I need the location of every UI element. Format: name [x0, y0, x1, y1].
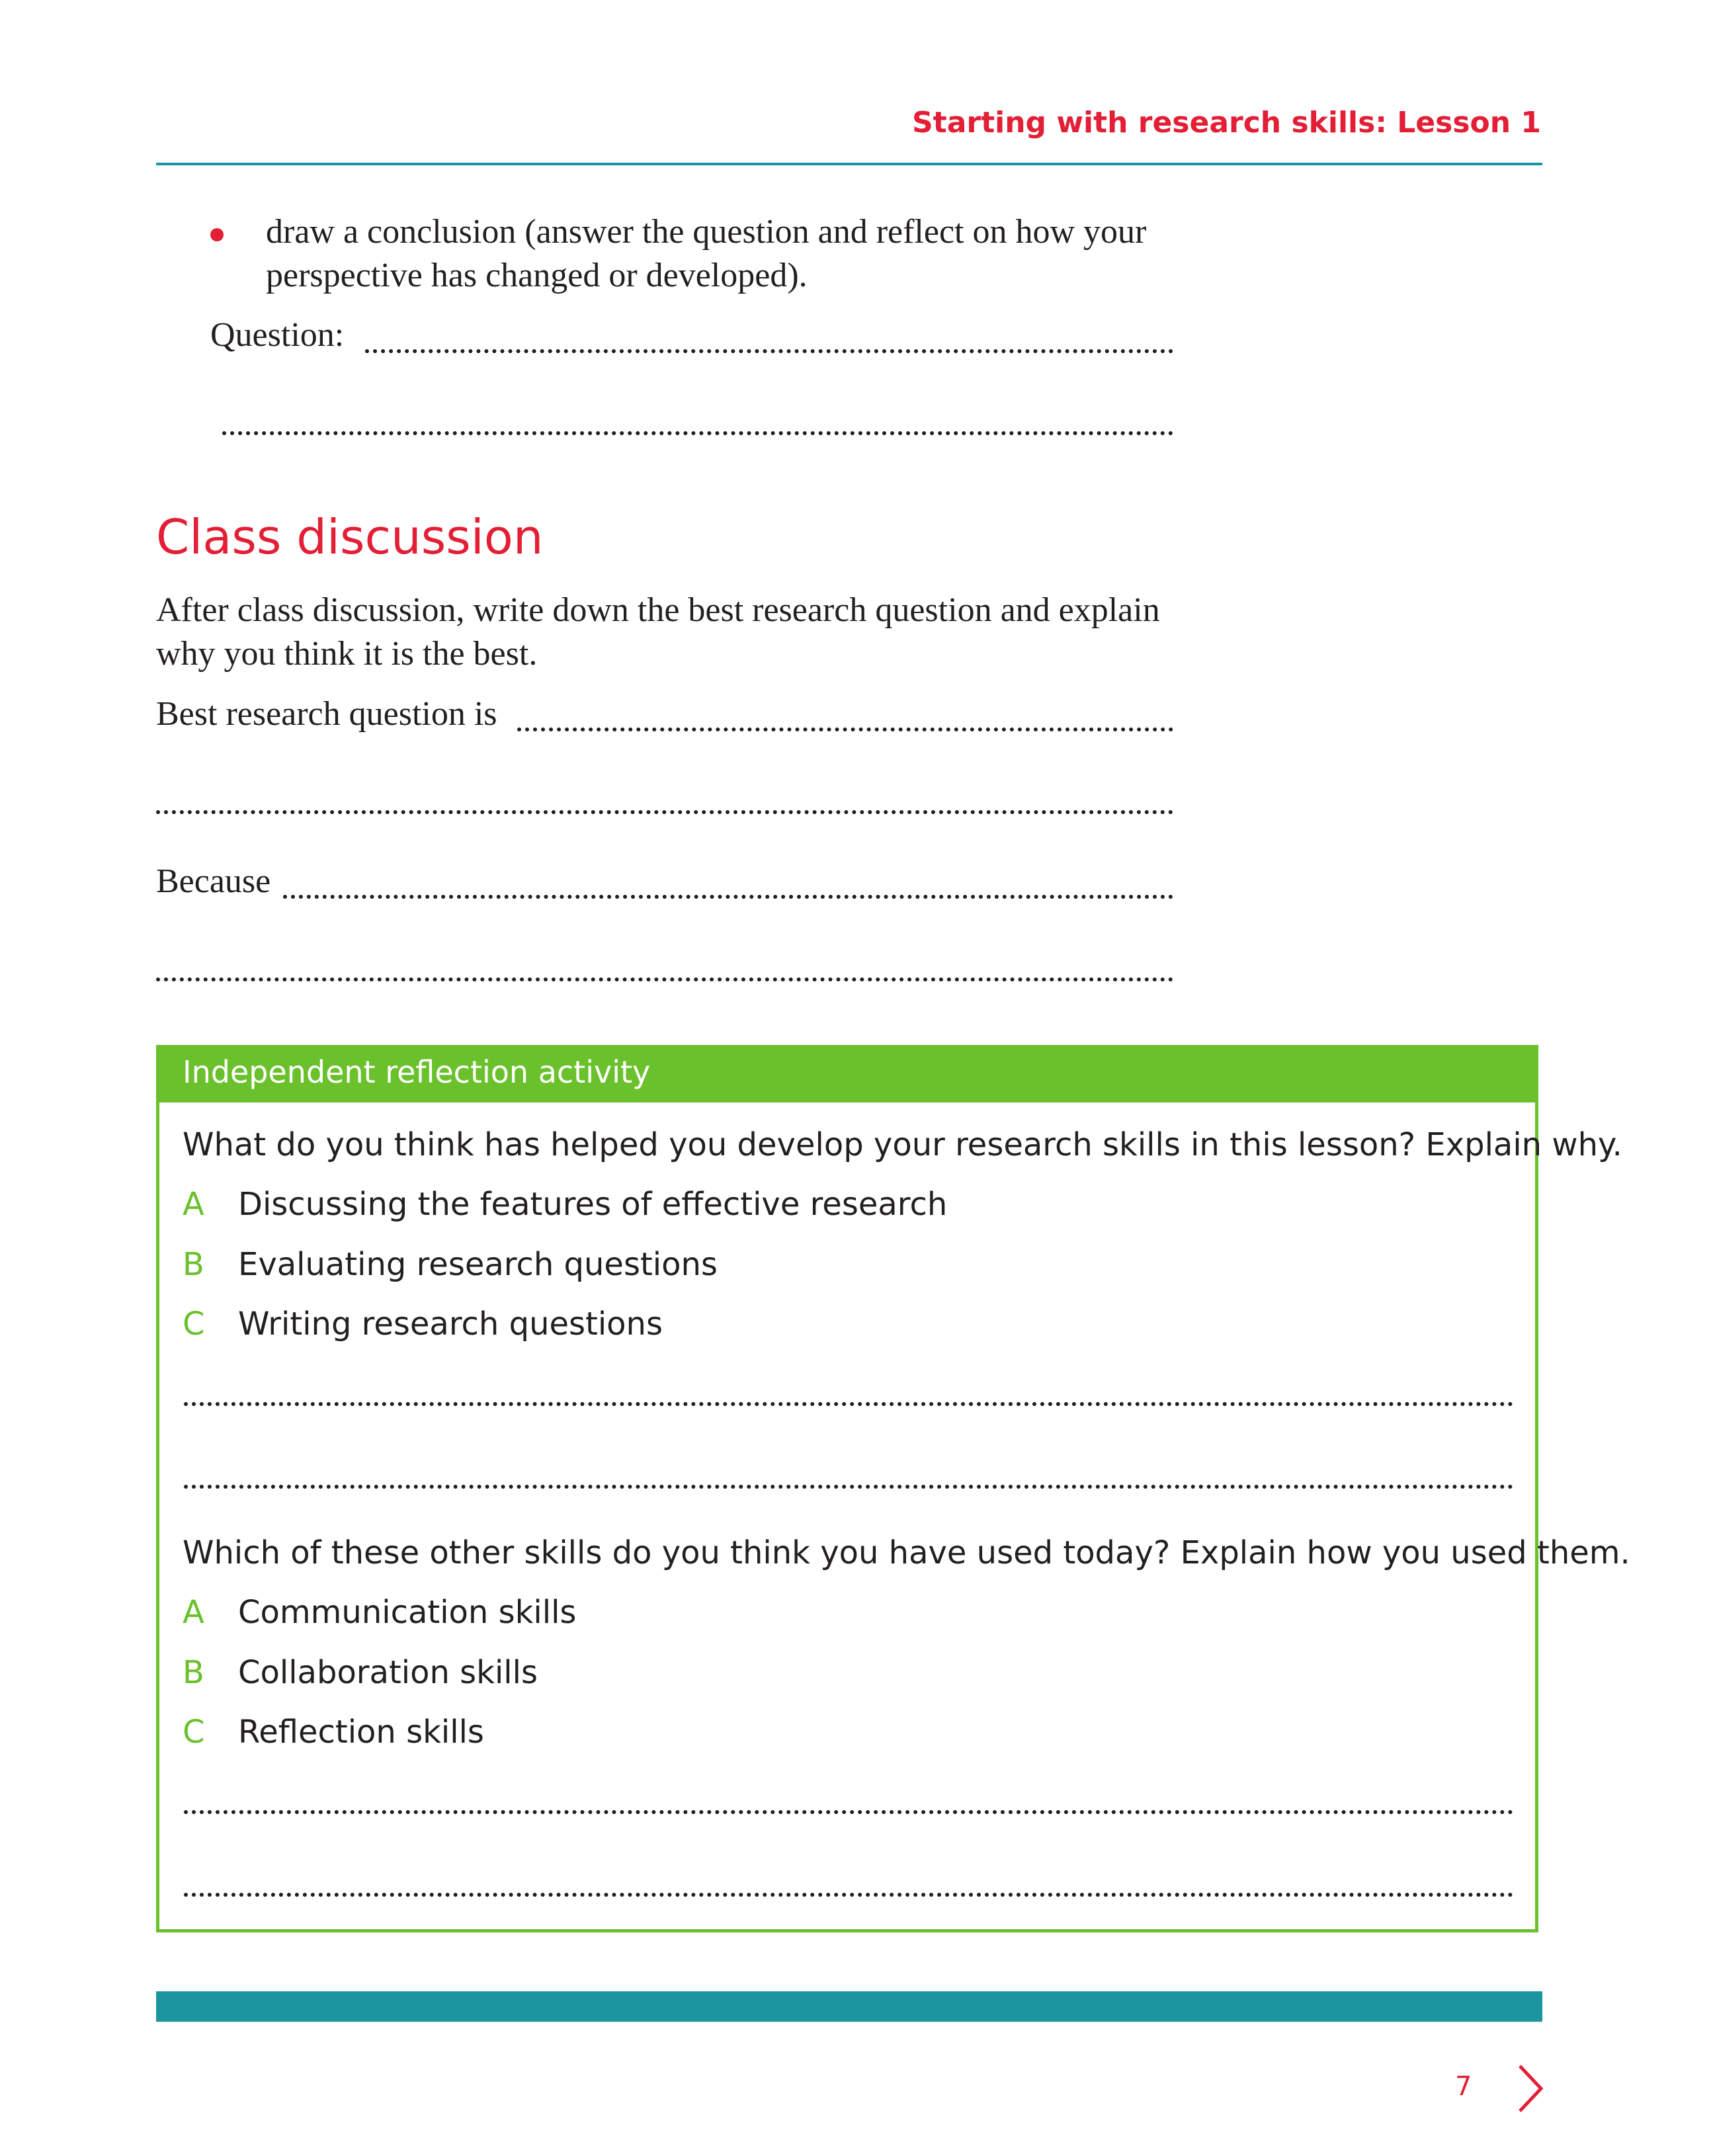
reflection-answer-line-3[interactable]	[184, 1810, 1513, 1814]
reflection-activity-title: Independent reflection activity	[183, 1054, 651, 1090]
best-question-label: Best research question is	[156, 695, 497, 733]
best-question-answer-line-1[interactable]	[517, 727, 1173, 731]
question-answer-line-2[interactable]	[222, 431, 1173, 435]
option-text: Evaluating research questions	[238, 1246, 718, 1283]
chevron-right-icon[interactable]	[1515, 2062, 1546, 2118]
question-answer-line-1[interactable]	[365, 349, 1173, 353]
reflection-question-1: What do you think has helped you develop your research skills in this lesson? Explain why.	[183, 1126, 1622, 1163]
option-text: Communication skills	[238, 1594, 577, 1631]
option-text: Collaboration skills	[238, 1654, 538, 1691]
reflection-answer-line-1[interactable]	[184, 1402, 1513, 1406]
bullet-text-line2: perspective has changed or developed).	[266, 257, 808, 294]
reflection-question-2: Which of these other skills do you think you have used today? Explain how you used them.	[183, 1534, 1630, 1571]
question-label: Question:	[210, 316, 345, 354]
bullet-text-line1: draw a conclusion (answer the question and reflect on how your	[266, 213, 1147, 251]
best-question-answer-line-2[interactable]	[156, 810, 1173, 814]
reflection-answer-line-4[interactable]	[184, 1893, 1513, 1897]
because-label: Because	[156, 862, 271, 900]
footer-bar	[156, 1991, 1542, 2022]
option-letter: B	[183, 1654, 204, 1691]
class-discussion-text-line2: why you think it is the best.	[156, 635, 538, 673]
option-letter: C	[183, 1714, 205, 1751]
option-text: Discussing the features of effective research	[238, 1186, 948, 1223]
option-letter: A	[183, 1186, 204, 1223]
running-header: Starting with research skills: Lesson 1	[911, 106, 1541, 140]
section-title-class-discussion: Class discussion	[156, 509, 544, 565]
reflection-activity-box	[156, 1045, 1538, 1932]
header-rule	[156, 163, 1542, 165]
page-number: 7	[1455, 2071, 1472, 2102]
option-letter: A	[183, 1594, 204, 1631]
option-text: Reflection skills	[238, 1714, 484, 1751]
bullet-icon	[210, 228, 224, 241]
because-answer-line-2[interactable]	[156, 977, 1173, 981]
option-text: Writing research questions	[238, 1306, 663, 1343]
reflection-answer-line-2[interactable]	[184, 1485, 1513, 1489]
because-answer-line-1[interactable]	[283, 895, 1173, 899]
class-discussion-text-line1: After class discussion, write down the best research question and explain	[156, 591, 1160, 629]
option-letter: C	[183, 1306, 205, 1343]
option-letter: B	[183, 1246, 204, 1283]
